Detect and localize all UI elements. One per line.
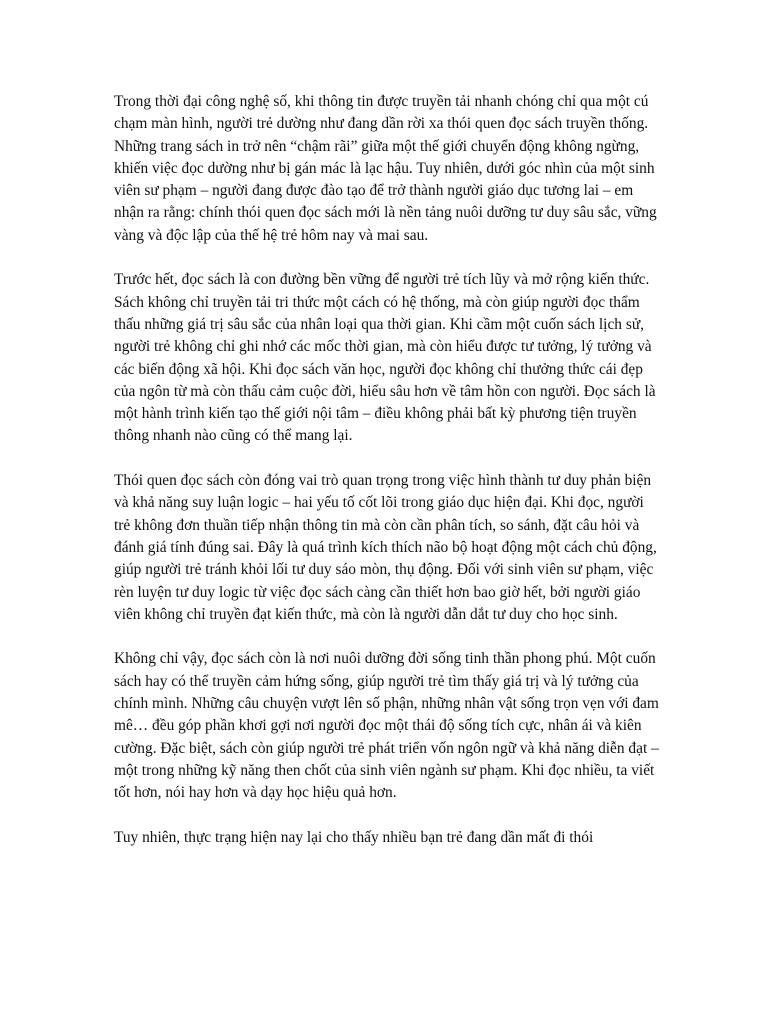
paragraph-spiritual-life: Không chỉ vậy, đọc sách còn là nơi nuôi dưỡng đời sống tinh thần phong phú. Một cuốn sách hay có thể truyền cảm hứng sống, giúp người trẻ tìm thấy giá trị và lý tưởng của chính mình. Những câu chuyện vượt lên số phận, những nhân vật sống trọn vẹn với đam mê… đều góp phần khơi gợi nơi người đọc một thái độ sống tích cực, nhân ái và kiên cường. Đặc biệt, sách còn giúp người trẻ phát triển vốn ngôn ngữ và khả năng diễn đạt – một trong những kỹ năng then chốt của sinh viên ngành sư phạm. Khi đọc nhiều, ta viết tốt hơn, nói hay hơn và dạy học hiệu quả hơn. [114, 650, 659, 802]
paragraph-knowledge: Trước hết, đọc sách là con đường bền vững để người trẻ tích lũy và mở rộng kiến thức. Sách không chỉ truyền tải tri thức một cách có hệ thống, mà còn giúp người đọc thẩm thấu những giá trị sâu sắc của nhân loại qua thời gian. Khi cầm một cuốn sách lịch sử, người trẻ không chỉ ghi nhớ các mốc thời gian, mà còn hiểu được tư tưởng, lý tưởng và các biến động xã hội. Khi đọc sách văn học, người đọc không chỉ thưởng thức cái đẹp của ngôn từ mà còn thấu cảm cuộc đời, hiểu sâu hơn về tâm hồn con người. Đọc sách là một hành trình kiến tạo thế giới nội tâm – điều không phải bất kỳ phương tiện truyền thông nhanh nào cũng có thể mang lại. [114, 271, 656, 445]
paragraph-current-situation: Tuy nhiên, thực trạng hiện nay lại cho thấy nhiều bạn trẻ đang dần mất đi thói [114, 828, 594, 846]
paragraph-intro: Trong thời đại công nghệ số, khi thông tin được truyền tải nhanh chóng chỉ qua một cú chạm màn hình, người trẻ dường như đang dần rời xa thói quen đọc sách truyền thống. Những trang sách in trở nên “chậm rãi” giữa một thế giới chuyển động không ngừng, khiến việc đọc dường như bị gán mác là lạc hậu. Tuy nhiên, dưới góc nhìn của một sinh viên sư phạm – người đang được đào tạo để trở thành người giáo dục tương lai – em nhận ra rằng: chính thói quen đọc sách mới là nền tảng nuôi dưỡng tư duy sâu sắc, vững vàng và độc lập của thế hệ trẻ hôm nay và mai sau. [114, 93, 657, 244]
paragraph-critical-thinking: Thói quen đọc sách còn đóng vai trò quan trọng trong việc hình thành tư duy phản biện và khả năng suy luận logic – hai yếu tố cốt lõi trong giáo dục hiện đại. Khi đọc, người trẻ không đơn thuần tiếp nhận thông tin mà còn cần phân tích, so sánh, đặt câu hỏi và đánh giá tính đúng sai. Đây là quá trình kích thích não bộ hoạt động một cách chủ động, giúp người trẻ tránh khỏi lối tư duy sáo mòn, thụ động. Đối với sinh viên sư phạm, việc rèn luyện tư duy logic từ việc đọc sách càng cần thiết hơn bao giờ hết, bởi người giáo viên không chỉ truyền đạt kiến thức, mà còn là người dẫn dắt tư duy cho học sinh. [114, 472, 657, 623]
document-page [114, 91, 662, 871]
